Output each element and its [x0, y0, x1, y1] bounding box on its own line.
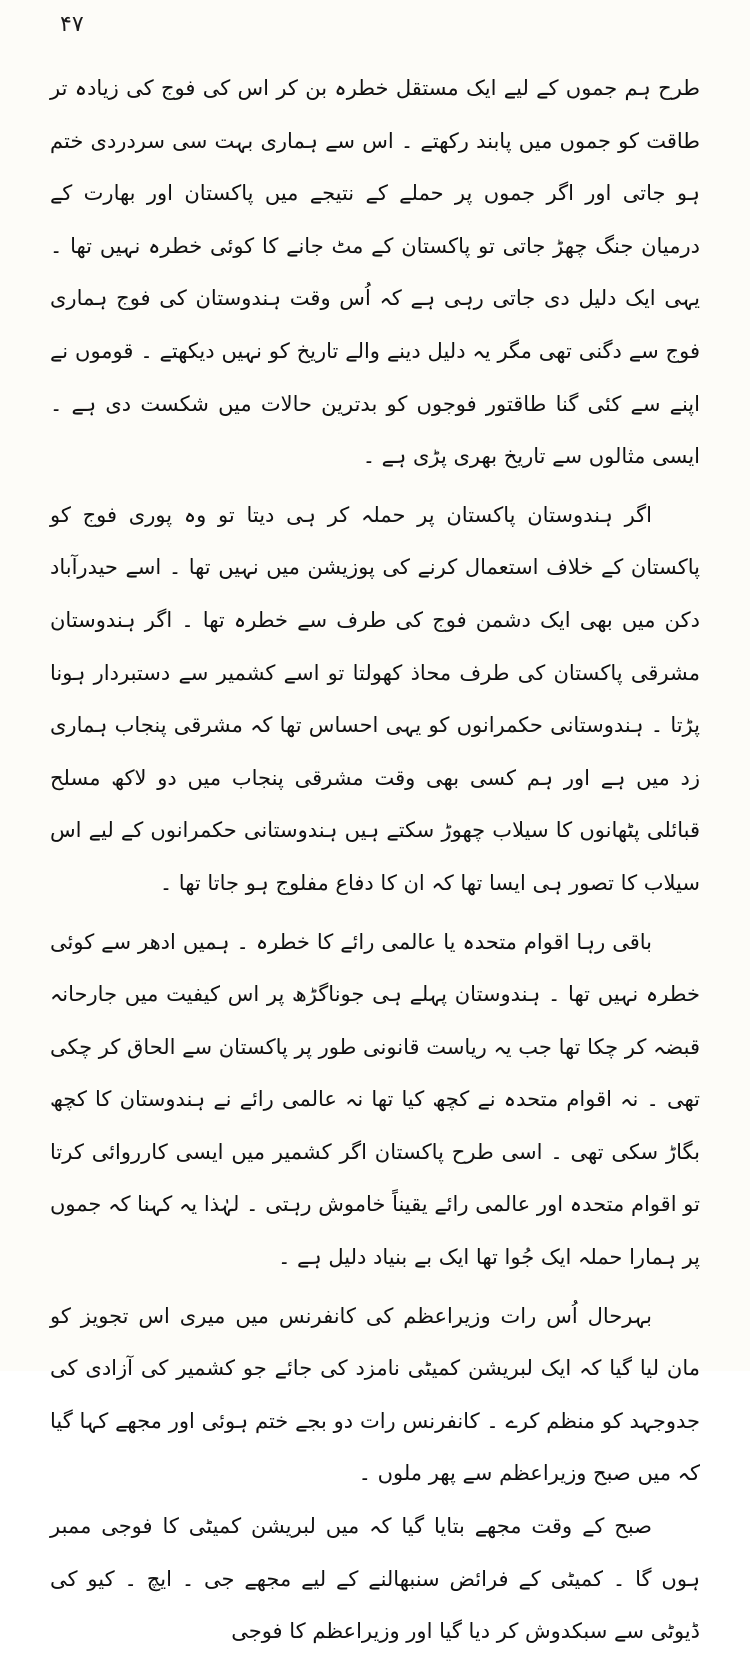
body-text: [50, 62, 700, 1658]
paragraph-1: طرح ہم جموں کے لیے ایک مستقل خطرہ بن کر اس کی فوج کی زیادہ تر طاقت کو جموں میں پابند رکھتے ۔ اس سے ہماری بہت سی سردردی ختم ہو جاتی اور اگر جموں پر حملے کے نتیجے میں پاکستان اور بھارت کے درمیان جنگ چھڑ جاتی تو پاکستان کے مٹ جانے کا کوئی خطرہ نہیں تھا ۔ یہی ایک دلیل دی جاتی رہی ہے کہ اُس وقت ہندوستان کی فوج ہماری فوج سے دگنی تھی مگر یہ دلیل دینے والے تاریخ کو نہیں دیکھتے ۔ قوموں نے اپنے سے کئی گنا طاقتور فوجوں کو بدترین حالات میں شکست دی ہے ۔ ایسی مثالوں سے تاریخ بھری پڑی ہے ۔: [50, 76, 700, 469]
paragraph-4: بہرحال اُس رات وزیراعظم کی کانفرنس میں میری اس تجویز کو مان لیا گیا کہ ایک لبریشن کمیٹی نامزد کی جائے جو کشمیر کی آزادی کی جدوجہد کو منظم کرے ۔ کانفرنس رات دو بجے ختم ہوئی اور مجھے کہا گیا کہ میں صبح وزیراعظم سے پھر ملوں ۔: [50, 1303, 700, 1486]
paragraph-3: باقی رہا اقوام متحدہ یا عالمی رائے کا خطرہ ۔ ہمیں ادھر سے کوئی خطرہ نہیں تھا ۔ ہندوستان پہلے ہی جوناگڑھ پر اس کیفیت میں جارحانہ قبضہ کر چکا تھا جب یہ ریاست قانونی طور پر پاکستان سے الحاق کر چکی تھی ۔ نہ اقوام متحدہ نے کچھ کیا تھا نہ عالمی رائے نے ہندوستان کا کچھ بگاڑ سکی تھی ۔ اسی طرح پاکستان اگر کشمیر میں ایسی کارروائی کرتا تو اقوام متحدہ اور عالمی رائے یقیناً خاموش رہتی ۔ لہٰذا یہ کہنا کہ جموں پر ہمارا حملہ ایک جُوا تھا ایک بے بنیاد دلیل ہے ۔: [50, 929, 700, 1270]
paragraph-2: اگر ہندوستان پاکستان پر حملہ کر ہی دیتا تو وہ پوری فوج کو پاکستان کے خلاف استعمال کرنے کی پوزیشن میں نہیں تھا ۔ اسے حیدرآباد دکن میں بھی ایک دشمن فوج کی طرف سے خطرہ تھا ۔ اگر ہندوستان مشرقی پاکستان کی طرف محاذ کھولتا تو اسے کشمیر سے دستبردار ہونا پڑتا ۔ ہندوستانی حکمرانوں کو یہی احساس تھا کہ مشرقی پنجاب ہماری زد میں ہے اور ہم کسی بھی وقت مشرقی پنجاب میں دو لاکھ مسلح قبائلی پٹھانوں کا سیلاب چھوڑ سکتے ہیں ہندوستانی حکمرانوں کے لیے اس سیلاب کا تصور ہی ایسا تھا کہ ان کا دفاع مفلوج ہو جاتا تھا ۔: [50, 502, 700, 895]
page-number: ۴۷: [60, 12, 84, 37]
paragraph-5: صبح کے وقت مجھے بتایا گیا کہ میں لبریشن کمیٹی کا فوجی ممبر ہوں گا ۔ کمیٹی کے فرائض سنبھالنے کے لیے مجھے جی ۔ ایچ ۔ کیو کی ڈیوٹی سے سبکدوش کر دیا گیا اور وزیراعظم کا فوجی: [50, 1514, 700, 1644]
